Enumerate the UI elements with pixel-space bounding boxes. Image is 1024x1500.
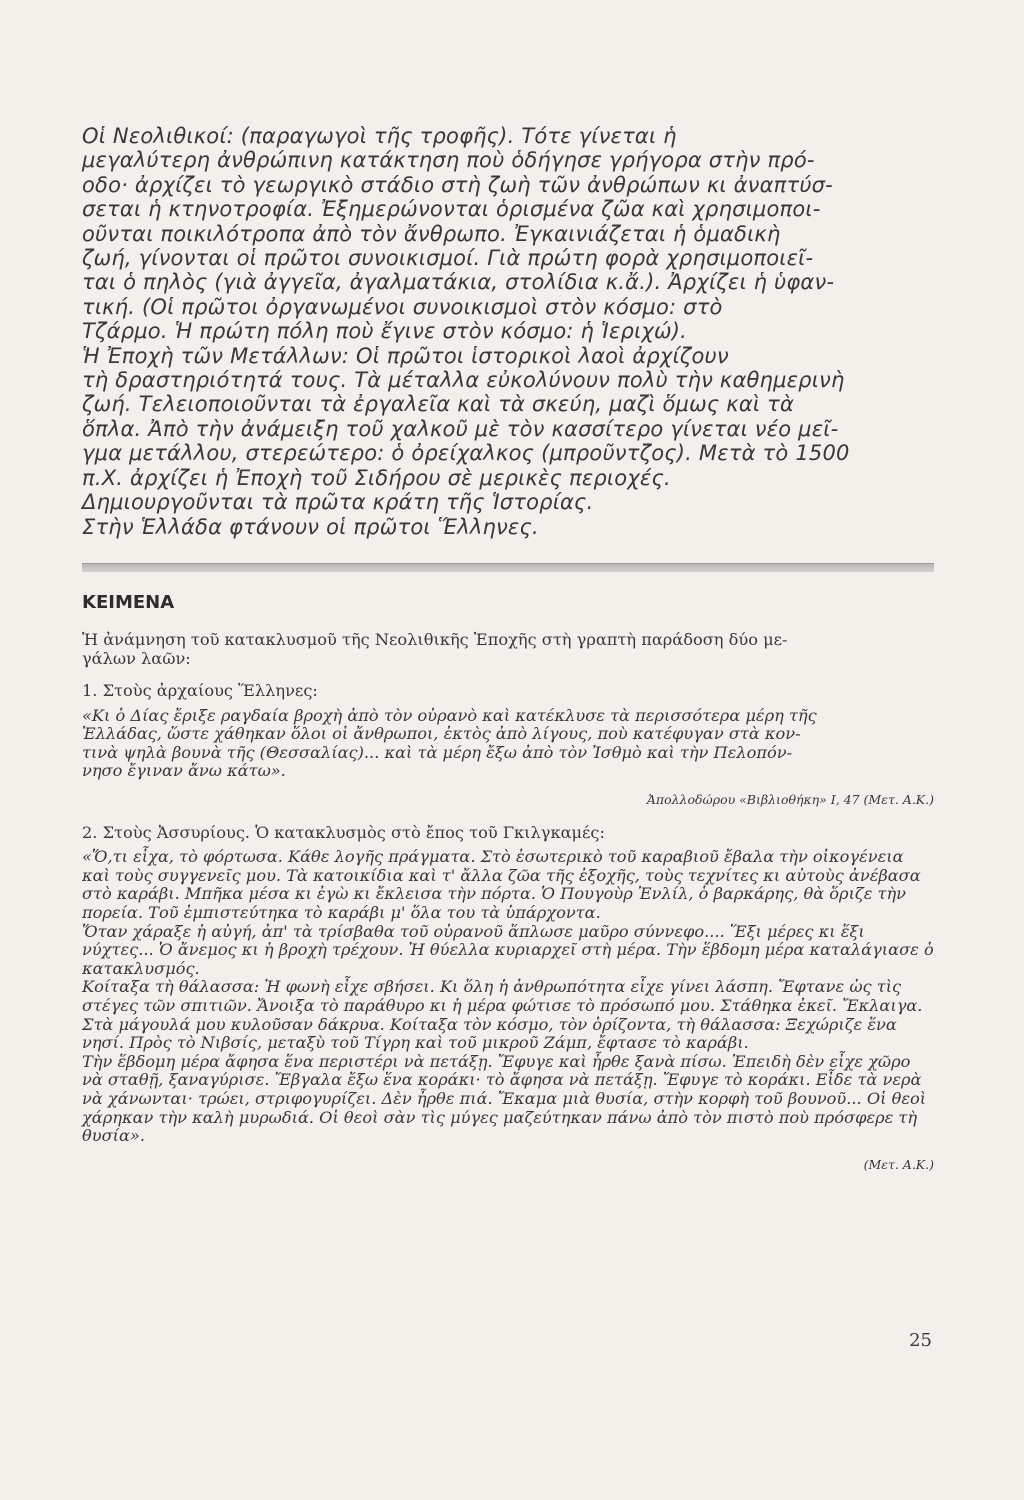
section-title: ΚΕΙΜΕΝΑ	[82, 591, 175, 613]
intro-line: οῦνται ποικιλότροπα ἀπὸ τὸν ἄνθρωπο. Ἐγκαινιάζεται ἡ ὁμαδικὴ	[82, 221, 781, 246]
item2-paragraph: Ὅταν χάραξε ἡ αὐγή, ἀπ' τὰ τρίσβαθα τοῦ οὐρανοῦ ἅπλωσε μαῦρο σύννεφο.... Ἕξι μέρες κι ἕξι νύχτες... Ὁ ἄνεμος κι ἡ βροχὴ τρέχουν. Ἡ θύελλα κυριαρχεῖ στὴ μέρα. Τὴν ἕβδομη μέρα καταλάγιασε ὁ κατακλυσμός.	[82, 921, 934, 978]
intro-line: σεται ἡ κτηνοτροφία. Ἐξημερώνονται ὁρισμένα ζῶα καὶ χρησιμοποι-	[82, 197, 821, 222]
item1-label: 1. Στοὺς ἀρχαίους Ἕλληνες:	[82, 681, 318, 701]
item2-source: (Μετ. Α.Κ.)	[863, 1156, 934, 1172]
texts-section	[82, 631, 934, 1174]
item1-quote-line: «Κι ὁ Δίας ἔριξε ραγδαία βροχὴ ἀπὸ τὸν οὐρανὸ καὶ κατέκλυσε τὰ περισσότερα μέρη τῆς	[82, 705, 817, 725]
page-number: 25	[909, 1330, 932, 1351]
intro-line: Στὴν Ἑλλάδα φτάνουν οἱ πρῶτοι Ἕλληνες.	[82, 514, 539, 539]
intro-line: μεγαλύτερη ἀνθρώπινη κατάκτηση ποὺ ὁδήγησε γρήγορα στὴν πρό-	[82, 148, 815, 173]
item1-source: Ἀπολλοδώρου «Βιβλιοθήκη» Ι, 47 (Μετ. Α.Κ.)	[646, 792, 934, 808]
item2-paragraph: Τὴν ἕβδομη μέρα ἄφησα ἕνα περιστέρι νὰ πετάξῃ. Ἔφυγε καὶ ἦρθε ξανὰ πίσω. Ἐπειδὴ δὲν εἶχε χῶρο νὰ σταθῇ, ξαναγύρισε. Ἔβγαλα ἔξω ἕνα κοράκι· τὸ ἄφησα νὰ πετάξῃ. Ἔφυγε τὸ κοράκι. Εἶδε τὰ νερὰ νὰ χάνωνται· τρώει, στριφογυρίζει. Δὲν ἦρθε πιά. Ἔκαμα μιὰ θυσία, στὴν κορφὴ τοῦ βουνοῦ... Οἱ θεοὶ χάρηκαν τὴν καλὴ μυρωδιά. Οἱ θεοὶ σὰν τὶς μύγες μαζεύτηκαν πάνω ἀπὸ τὸν πιστὸ ποὺ πρόσφερε τὴ θυσία».	[82, 1051, 927, 1146]
intro-line: ζωή. Τελειοποιοῦνται τὰ ἐργαλεῖα καὶ τὰ σκεύη, μαζὶ ὅμως καὶ τὰ	[82, 392, 794, 417]
section-divider	[82, 563, 934, 572]
intro-line: ζωή, γίνονται οἱ πρῶτοι συνοικισμοί. Γιὰ πρώτη φορὰ χρησιμοποιεῖ-	[82, 246, 814, 271]
texts-heading-line: γάλων λαῶν:	[82, 648, 191, 668]
intro-line: Οἱ Νεολιθικοί: (παραγωγοὶ τῆς τροφῆς). Τότε γίνεται ἡ	[82, 124, 677, 148]
intro-line: Τζάρμο. Ἡ πρώτη πόλη ποὺ ἔγινε στὸν κόσμο: ἡ Ἱεριχώ).	[82, 319, 688, 344]
item1-quote-line: νησο ἔγιναν ἄνω κάτω».	[82, 761, 286, 781]
intro-line: ὅπλα. Ἀπὸ τὴν ἀνάμειξη τοῦ χαλκοῦ μὲ τὸν κασσίτερο γίνεται νέο μεῖ-	[82, 416, 839, 441]
item2-paragraph: Κοίταξα τὴ θάλασσα: Ἡ φωνὴ εἶχε σβήσει. Κι ὅλη ἡ ἀνθρωπότητα εἶχε γίνει λάσπη. Ἔφτανε ὡς τὶς στέγες τῶν σπιτιῶν. Ἄνοιξα τὸ παράθυρο κι ἡ μέρα φώτισε τὸ πρόσωπό μου. Στάθηκα ἐκεῖ. Ἔκλαιγα. Στὰ μάγουλά μου κυλοῦσαν δάκρυα. Κοίταξα τὸν κόσμο, τὸν ὁρίζοντα, τὴ θάλασσα: Ξεχώριζε ἕνα νησί. Πρὸς τὸ Νιβσίς, μεταξὺ τοῦ Τίγρη καὶ τοῦ μικροῦ Ζάμπ, ἔφτασε τὸ καράβι.	[82, 977, 923, 1053]
item2-paragraph: «Ὅ,τι εἶχα, τὸ φόρτωσα. Κάθε λογῆς πράγματα. Στὸ ἐσωτερικὸ τοῦ καραβιοῦ ἔβαλα τὴν οἰκογένεια καὶ τοὺς συγγενεῖς μου. Τὰ κατοικίδια καὶ τ' ἄλλα ζῶα τῆς ἐξοχῆς, τοὺς τεχνίτες κι αὐτοὺς ἀνέβασα στὸ καράβι. Μπῆκα μέσα κι ἐγὼ κι ἔκλεισα τὴν πόρτα. Ὁ Πουγοὺρ Ἐνλίλ, ὁ βαρκάρης, θὰ ὅριζε τὴν πορεία. Τοῦ ἐμπιστεύτηκα τὸ καράβι μ' ὅλα του τὰ ὑπάρχοντα.	[82, 847, 921, 923]
intro-line: Ἡ Ἐποχὴ τῶν Μετάλλων: Οἱ πρῶτοι ἱστορικοὶ λαοὶ ἀρχίζουν	[82, 343, 729, 368]
item1-quote-line: τινὰ ψηλὰ βουνὰ τῆς (Θεσσαλίας)... καὶ τὰ μέρη ἔξω ἀπὸ τὸν Ἰσθμὸ καὶ τὴν Πελοπόν-	[82, 742, 793, 762]
intro-line: π.Χ. ἀρχίζει ἡ Ἐποχὴ τοῦ Σιδήρου σὲ μερικὲς περιοχές.	[82, 465, 671, 490]
intro-line: γμα μετάλλου, στερεώτερο: ὁ ὀρείχαλκος (μπροῦντζος). Μετὰ τὸ 1500	[82, 441, 850, 466]
intro-text	[82, 124, 934, 539]
intro-line: τὴ δραστηριότητά τους. Τὰ μέταλλα εὐκολύνουν πολὺ τὴν καθημερινὴ	[82, 368, 845, 393]
intro-line: Δημιουργοῦνται τὰ πρῶτα κράτη τῆς Ἱστορίας.	[82, 490, 594, 515]
texts-heading-line: Ἡ ἀνάμνηση τοῦ κατακλυσμοῦ τῆς Νεολιθικῆς Ἐποχῆς στὴ γραπτὴ παράδοση δύο με-	[82, 629, 788, 649]
intro-line: οδο· ἀρχίζει τὸ γεωργικὸ στάδιο στὴ ζωὴ τῶν ἀνθρώπων κι ἀναπτύσ-	[82, 172, 833, 197]
intro-line: τική. (Οἱ πρῶτοι ὀργανωμένοι συνοικισμοὶ στὸν κόσμο: στὸ	[82, 294, 723, 319]
item1-quote-line: Ἑλλάδας, ὥστε χάθηκαν ὅλοι οἱ ἄνθρωποι, ἐκτὸς ἀπὸ λίγους, ποὺ κατέφυγαν στὰ κον-	[82, 724, 801, 744]
intro-line: ται ὁ πηλὸς (γιὰ ἀγγεῖα, ἀγαλματάκια, στολίδια κ.ἄ.). Ἀρχίζει ἡ ὑφαν-	[82, 270, 835, 295]
item2-label: 2. Στοὺς Ἀσσυρίους. Ὁ κατακλυσμὸς στὸ ἔπος τοῦ Γκιλγκαμές:	[82, 822, 605, 842]
